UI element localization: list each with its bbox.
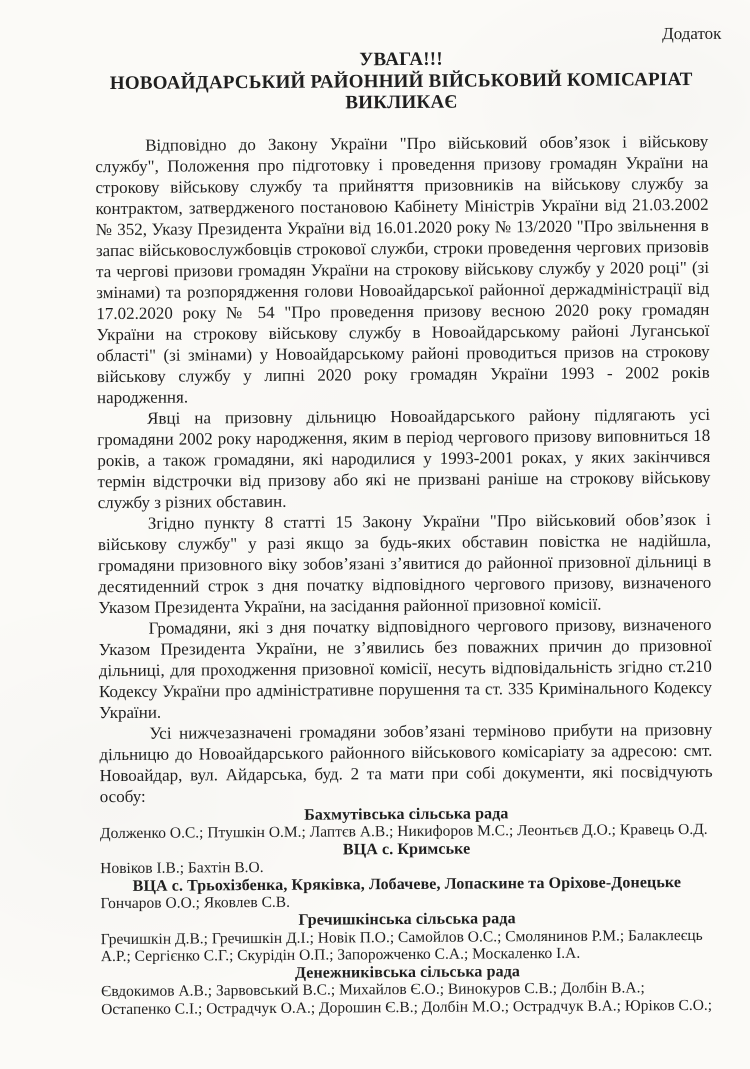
title-line-attention: УВАГА!!! bbox=[359, 48, 443, 71]
section-names-denezhnykivska: Євдокимов А.В.; Зарвовський В.С.; Михайлов Є.О.; Винокуров С.В.; Долбін В.А.; Остапенко С.І.; Острадчук О.А.; Дорошин Є.В.; Долбін М.О.; Острадчук В.А.; Юріков С.О.; bbox=[101, 979, 713, 1019]
section-heading-bakhmutivska: Бахмутівська сільська рада bbox=[304, 804, 509, 824]
section-names-hrechyshkinska: Гречишкін Д.В.; Гречишкін Д.І.; Новік П.О.; Самойлов О.С.; Смолянинов Р.М.; Балаклеєць А.Р.; Сергієнко С.Г.; Скурідін О.П.; Запорожченко С.А.; Москаленко І.А. bbox=[100, 926, 703, 966]
paragraph-legal-basis: Відповідно до Закону України "Про військовий обов’язок і військову службу", Положення про підготовку і проведення призову громадян України на строкову військову службу та прийняття призовників на військову службу за контрактом, затвердженого постановою Кабінету Міністрів України від 21.03.2002 № 352, Указу Президента України від 16.01.2020 року № 13/2020 "Про звільнення в запас військовослужбовців строкової служби, строки проведення чергових призовів та чергові призови громадян України на строкову військову службу у 2020 році" (зі змінами) та розпорядження голови Новоайдарської районної держадміністрації від 17.02.2020 року № 54 "Про проведення призову весною 2020 року громадян України на строкову військову службу в Новоайдарському районі Луганської області" (зі змінами) у Новоайдарському районі проводиться призов на строкову військову службу у липні 2020 року громадян України 1993 - 2002 років народження. bbox=[95, 131, 710, 407]
title-line-commissariat: НОВОАЙДАРСЬКИЙ РАЙОННИЙ ВІЙСЬКОВИЙ КОМІСАРІАТ bbox=[109, 68, 693, 94]
section-names-bakhmutivska: Долженко О.С.; Птушкін О.М.; Лаптєв А.В.; Никифоров М.С.; Леонтьєв Д.О.; Кравець О.Д. bbox=[99, 820, 708, 843]
paragraph-no-summons-rule: Згідно пункту 8 статті 15 Закону України "Про військовий обов’язок і військову службу" у разі якщо за будь-яких обставин повістка не надійшла, громадяни призовного віку зобов’язані з’явитися до районної призовної дільниці в десятиденний строк з дня початку відповідного чергового призову, визначеного Указом Президента України, на засідання районної призовної комісії. bbox=[97, 509, 712, 617]
section-heading-hrechyshkinska: Гречишкінська сільська рада bbox=[298, 910, 516, 929]
paragraph-who-must-appear: Явці на призовну дільницю Новоайдарського району підлягають усі громадяни 2002 року народження, яким в період чергового призову виповниться 18 років, а також громадяни, які народилися у 1993-2001 роках, у яких закінчився термін відстрочки від призову або які не призвані раніше на строкову військову службу з різних обставин. bbox=[97, 404, 711, 512]
document-title bbox=[95, 47, 708, 116]
document-content bbox=[94, 0, 722, 1019]
paragraph-address-instruction: Усі нижчезазначені громадяни зобов’язані терміново прибути на призовну дільницю до Новоайдарського районного військового комісаріату за адресою: смт. Новоайдар, вул. Айдарська, буд. 2 та мати при собі документи, які посвідчують особу: bbox=[99, 719, 713, 806]
section-heading-trokhizbenka: ВЦА с. Трьохізбенка, Кряківка, Лобачеве, Лопаскине та Оріхове-Донецьке bbox=[132, 873, 682, 895]
section-heading-denezhnykivska: Денежниківська сільська рада bbox=[294, 963, 521, 982]
section-heading-krymske: ВЦА с. Кримське bbox=[342, 840, 471, 859]
title-line-summons: ВИКЛИКАЄ bbox=[345, 91, 458, 114]
paragraph-liability: Громадяни, які з дня початку відповідного чергового призову, визначеного Указом Президента України, не з’явились без поважних причин до призовної дільниці, для проходження призовної комісії, несуть відповідальність згідно ст.210 Кодексу України про адміністративне порушення та ст. 335 Кримінального Кодексу України. bbox=[98, 614, 713, 722]
appendix-label: Додаток bbox=[662, 23, 722, 44]
village-council-lists bbox=[100, 803, 714, 1018]
section-names-trokhizbenka: Гончаров О.О.; Яковлев С.В. bbox=[100, 894, 291, 913]
section-names-krymske: Новіков І.В.; Бахтін В.О. bbox=[100, 859, 264, 878]
